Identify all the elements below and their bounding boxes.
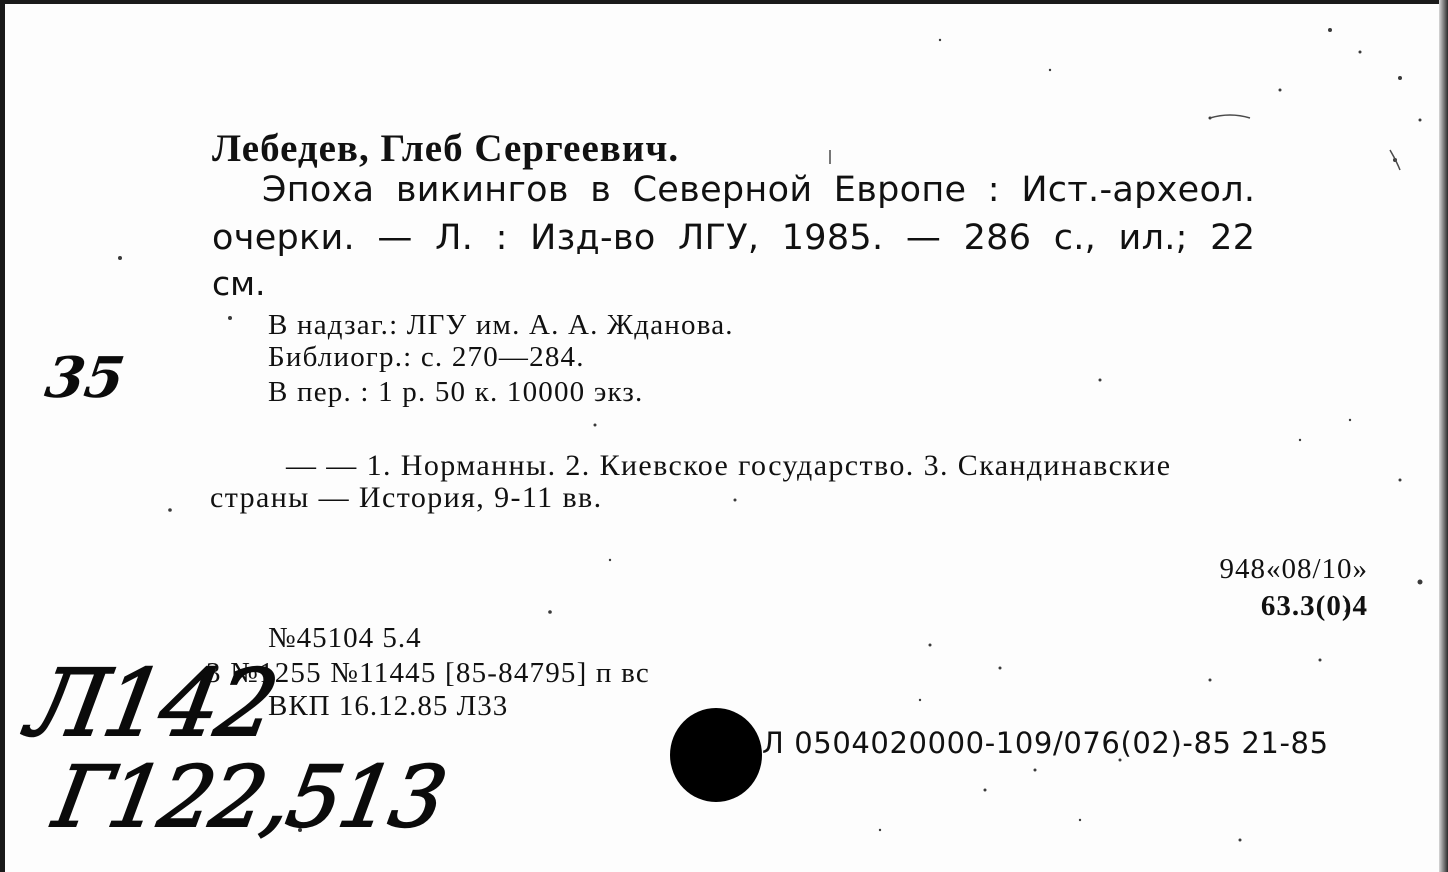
author-heading: Лебедев, Глеб Сергеевич. <box>212 127 680 170</box>
title-line: см. <box>212 264 266 303</box>
accession-line: №45104 5.4 <box>268 622 422 654</box>
note-line: В пер. : 1 р. 50 к. 10000 экз. <box>268 376 644 408</box>
accession-line: ВКП 16.12.85 Л33 <box>268 690 509 722</box>
title-line: Эпоха викингов в Северной Европе : Ист.-археол. <box>262 170 1256 210</box>
subject-line: — — 1. Норманны. 2. Киевское государство. 3. Скандинавские <box>286 449 1172 482</box>
handwritten-shelf-mark: 35 <box>41 345 129 411</box>
subject-line: страны — История, 9-11 вв. <box>210 481 603 514</box>
title-line: очерки. — Л. : Изд-во ЛГУ, 1985. — 286 с., ил.; 22 <box>212 218 1256 258</box>
handwritten-call-number: Л142 <box>20 650 284 757</box>
handwritten-call-number: Г122,513 <box>47 748 452 846</box>
classification-code: 63.3(0)4 <box>1260 590 1368 622</box>
note-line: Библиогр.: с. 270—284. <box>268 341 585 373</box>
accession-line: 3 №1255 №11445 [85-84795] п вс <box>206 657 650 689</box>
punch-hole <box>670 708 762 802</box>
note-line: В надзаг.: ЛГУ им. А. А. Жданова. <box>268 309 734 341</box>
classification-code: 948«08/10» <box>1219 553 1368 585</box>
index-line: Л 0504020000-109/076(02)-85 21-85 <box>762 726 1329 760</box>
